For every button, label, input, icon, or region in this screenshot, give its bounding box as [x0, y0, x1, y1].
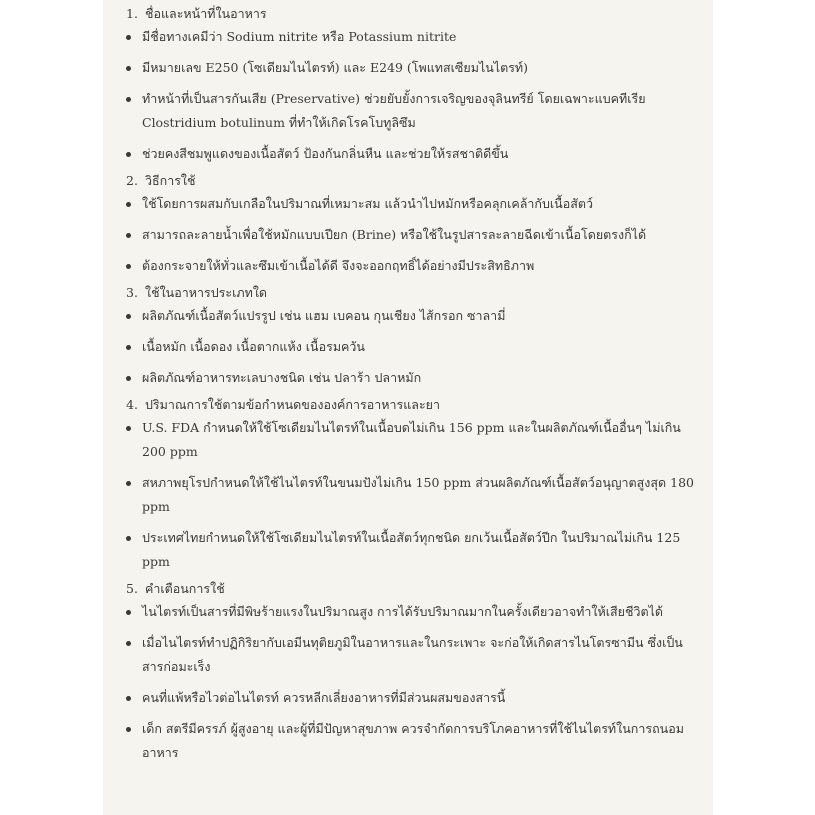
- section-2-title: 2. วิธีการใช้: [126, 173, 196, 188]
- section-3-title: 3. ใช้ในอาหารประเภทใด: [126, 285, 268, 300]
- section-4-title: 4. ปริมาณการใช้ตามข้อกำหนดขององค์การอาหารและยา: [126, 397, 440, 412]
- chat-response-panel: [103, 0, 713, 815]
- list-item: ต้องกระจายให้ทั่วและซึมเข้าเนื้อได้ดี จึงจะออกฤทธิ์ได้อย่างมีประสิทธิภาพ: [126, 254, 696, 278]
- list-item: สามารถละลายน้ำเพื่อใช้หมักแบบเปียก (Brine) หรือใช้ในรูปสารละลายฉีดเข้าเนื้อโดยตรงก็ได้: [126, 223, 696, 247]
- response-content: [126, 0, 696, 772]
- list-item: ใช้โดยการผสมกับเกลือในปริมาณที่เหมาะสม แล้วนำไปหมักหรือคลุกเคล้ากับเนื้อสัตว์: [126, 192, 696, 216]
- list-item: ผลิตภัณฑ์อาหารทะเลบางชนิด เช่น ปลาร้า ปลาหมัก: [126, 366, 696, 390]
- list-item: ผลิตภัณฑ์เนื้อสัตว์แปรรูป เช่น แฮม เบคอน กุนเชียง ไส้กรอก ซาลามี่: [126, 304, 696, 328]
- list-item: มีชื่อทางเคมีว่า Sodium nitrite หรือ Potassium nitrite: [126, 25, 696, 49]
- list-item: คนที่แพ้หรือไวต่อไนไตรท์ ควรหลีกเลี่ยงอาหารที่มีส่วนผสมของสารนี้: [126, 686, 696, 710]
- list-item: สหภาพยุโรปกำหนดให้ใช้ไนไตรท์ในขนมปังไม่เกิน 150 ppm ส่วนผลิตภัณฑ์เนื้อสัตว์อนุญาตสูงสุด 180 ppm: [126, 471, 696, 519]
- list-item: ไนไตรท์เป็นสารที่มีพิษร้ายแรงในปริมาณสูง การได้รับปริมาณมากในครั้งเดียวอาจทำให้เสียชีวิตได้: [126, 600, 696, 624]
- list-item: U.S. FDA กำหนดให้ใช้โซเดียมไนไตรท์ในเนื้อบดไม่เกิน 156 ppm และในผลิตภัณฑ์เนื้ออื่นๆ ไม่เกิน 200 ppm: [126, 416, 696, 464]
- list-item: เมื่อไนไตรท์ทำปฏิกิริยากับเอมีนทุติยภูมิในอาหารและในกระเพาะ จะก่อให้เกิดสารไนโตรซามีน ซึ่งเป็นสารก่อมะเร็ง: [126, 631, 696, 679]
- section-5-title: 5. คำเตือนการใช้: [126, 581, 225, 596]
- section-1-title: 1. ชื่อและหน้าที่ในอาหาร: [126, 6, 267, 21]
- list-item: มีหมายเลข E250 (โซเดียมไนไตรท์) และ E249 (โพแทสเซียมไนไตรท์): [126, 56, 696, 80]
- list-item: ทำหน้าที่เป็นสารกันเสีย (Preservative) ช่วยยับยั้งการเจริญของจุลินทรีย์ โดยเฉพาะแบคทีเรีย Clostridium botulinum ที่ทำให้เกิดโรคโบทูลิซึม: [126, 87, 696, 135]
- list-item: ประเทศไทยกำหนดให้ใช้โซเดียมไนไตรท์ในเนื้อสัตว์ทุกชนิด ยกเว้นเนื้อสัตว์ปีก ในปริมาณไม่เกิน 125 ppm: [126, 526, 696, 574]
- list-item: เด็ก สตรีมีครรภ์ ผู้สูงอายุ และผู้ที่มีปัญหาสุขภาพ ควรจำกัดการบริโภคอาหารที่ใช้ไนไตรท์ในการถนอมอาหาร: [126, 717, 696, 765]
- list-item: เนื้อหมัก เนื้อดอง เนื้อตากแห้ง เนื้อรมควัน: [126, 335, 696, 359]
- list-item: ช่วยคงสีชมพูแดงของเนื้อสัตว์ ป้องกันกลิ่นหืน และช่วยให้รสชาติดีขึ้น: [126, 142, 696, 166]
